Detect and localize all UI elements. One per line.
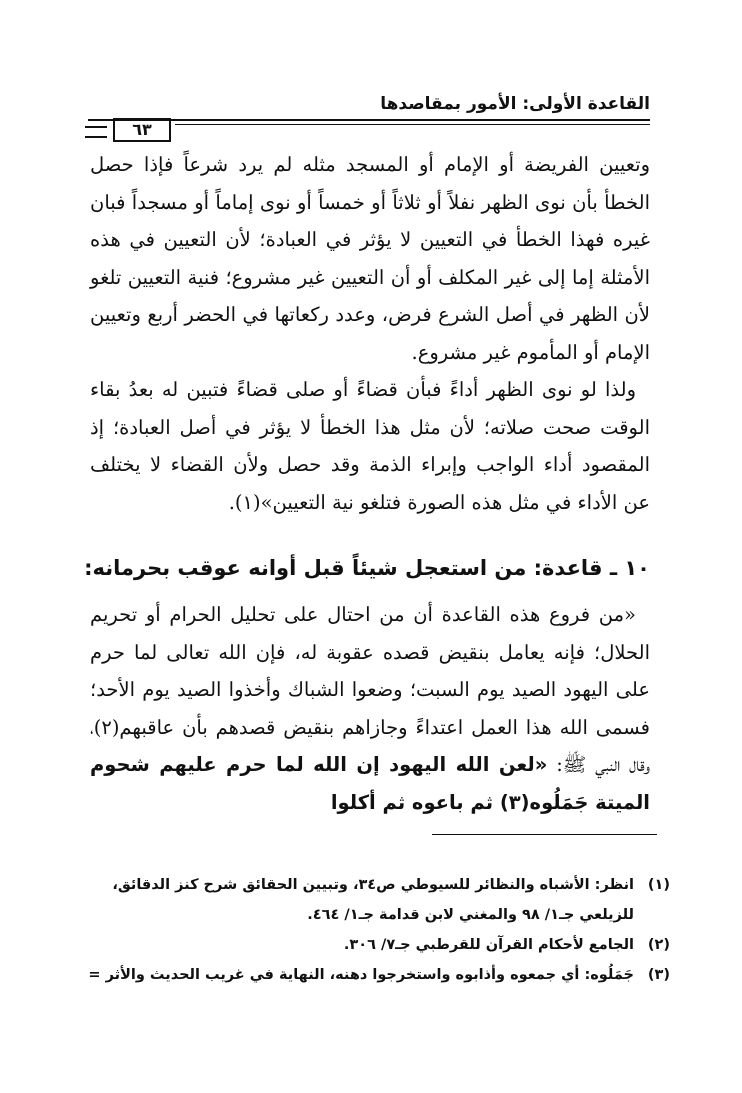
page-number-group <box>85 118 195 140</box>
hadith-quote: «لعن الله اليهود إن الله لما حرم عليهم شحوم الميتة جَمَلُوه(٣) ثم باعوه ثم أكلوا <box>90 753 650 814</box>
footnote-text: الجامع لأحكام القرآن للقرطبي جـ٧/ ٣٠٦. <box>343 937 634 953</box>
paragraph: وتعيين الفريضة أو الإمام أو المسجد مثله لم يرد شرعاً فإذا حصل الخطأ بأن نوى الظهر نفلاً أو ثلاثاً أو خمساً أو نوى إماماً أو مسجداً فبان غيره فهذا الخطأ في التعيين لا يؤثر في العبادة؛ لأن التعيين في هذه الأمثلة إما إلى غير المكلف أو أن التعيين غير مشروع؛ فنية التعيين تلغو لأن الظهر في أصل الشرع فرض، وعدد ركعاتها في الحضر أربع وتعيين الإمام أو المأموم غير مشروع. <box>90 153 650 364</box>
footnotes <box>70 870 670 990</box>
section-heading: ١٠ ـ قاعدة: من استعجل شيئاً قبل أوانه عوقب بحرمانه: <box>84 556 650 580</box>
paragraph-text: «من فروع هذه القاعدة أن من احتال على تحليل الحرام أو تحريم الحلال؛ فإنه يعامل بنقيض قصده عقوبة له، فإن الله تعالى لما حرم على اليهود الصيد يوم السبت؛ وضعوا الشباك وأخذوا الصيد يوم الأحد؛ فسمى الله هذا العمل اعتداءً وجازاهم بنقيض قصدهم بأن عاقبهم(٢)، وقال النبي ﷺ: <box>90 603 650 776</box>
footnote-text: جَمَلُوه: أي جمعوه وأذابوه واستخرجوا دهنه، النهاية في غريب الحديث والأثر = <box>88 967 634 983</box>
running-header-title: القاعدة الأولى: الأمور بمقاصدها <box>380 94 650 114</box>
page-number-ornament <box>85 126 107 138</box>
paragraph: ولذا لو نوى الظهر أداءً فبأن قضاءً أو صلى قضاءً فتبين له بعدُ بقاء الوقت صحت صلاته؛ لأن مثل هذا الخطأ لا يؤثر في أصل العبادة؛ إذ المقصود أداء الواجب وإبراء الذمة وقد حصل ولأن القضاء لا يختلف عن الأداء في مثل هذه الصورة فتلغو نية التعيين»(١). <box>90 378 650 514</box>
section-body <box>90 596 650 821</box>
page-number: ٦٣ <box>113 118 171 142</box>
footnote-separator <box>432 834 657 835</box>
footnote-text: انظر: الأشباه والنظائر للسيوطي ص٣٤، وتبيين الحقائق شرح كنز الدقائق، للزيلعي جـ١/ ٩٨ والمغني لابن قدامة جـ١/ ٤٦٤. <box>112 877 634 923</box>
body-text <box>90 146 650 521</box>
header-rule-thin <box>175 124 650 125</box>
footnote <box>70 870 670 930</box>
footnote <box>70 960 670 990</box>
footnote-number: (٣) <box>647 967 670 983</box>
paragraph <box>90 596 650 821</box>
footnote <box>70 930 670 960</box>
footnote-number: (١) <box>647 877 670 893</box>
footnote-number: (٢) <box>647 937 670 953</box>
